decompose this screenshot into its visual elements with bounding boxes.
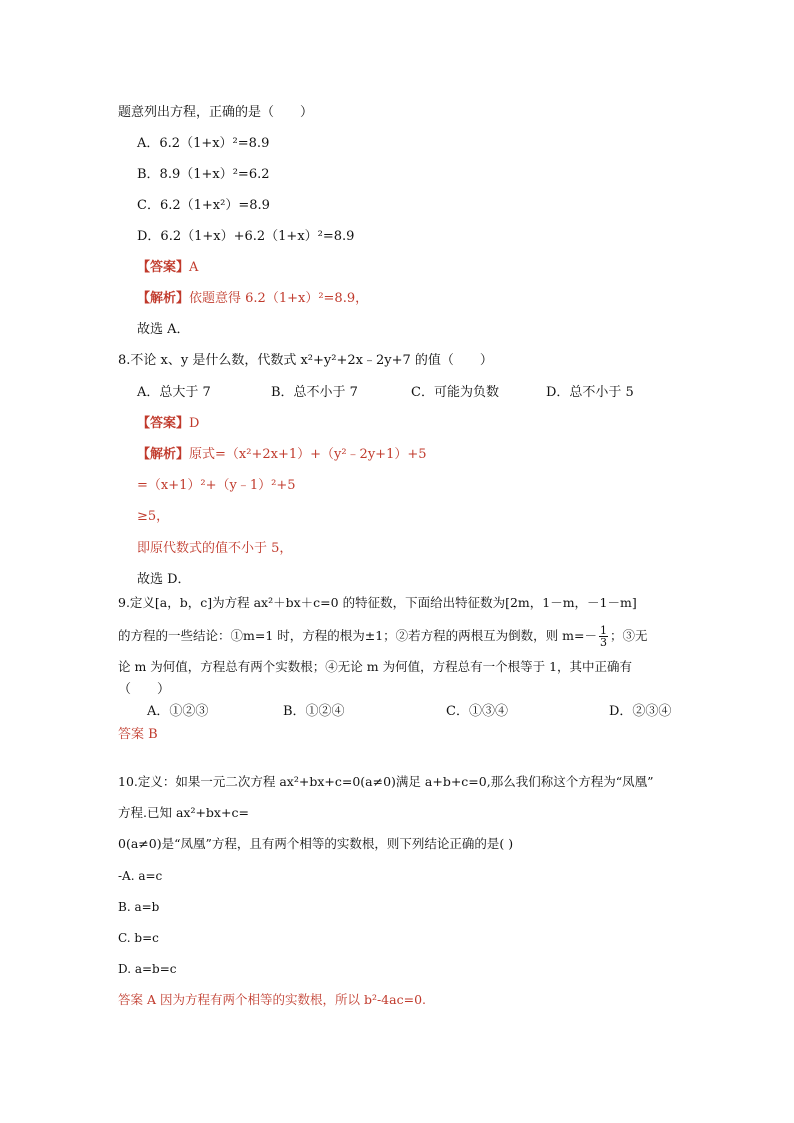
q10-line3: 0(a≠0)是“凤凰”方程，且有两个相等的实数根，则下列结论正确的是( ) <box>118 836 514 851</box>
q7-answer-value: A <box>189 260 199 275</box>
q9-option-c: C．①③④ <box>446 704 508 719</box>
q10-option-c: C. b=c <box>118 931 159 945</box>
q8-analysis-line1: 原式=（x²+2x+1）+（y²﹣2y+1）+5 <box>189 447 427 462</box>
q10-option-b: B. a=b <box>118 900 160 914</box>
q8-answer <box>137 416 199 432</box>
q10-answer: 答案 A 因为方程有两个相等的实数根，所以 b²-4ac=0. <box>118 992 426 1007</box>
q9-fraction <box>599 625 608 648</box>
q7-answer-label: 【答案】 <box>137 260 190 275</box>
q9-fraction-den: 3 <box>599 636 607 649</box>
q9-line4: （ ） <box>118 682 171 697</box>
q8-option-d: D．总不小于 5 <box>546 385 634 400</box>
q7-stem: 题意列出方程，正确的是（ ） <box>118 105 314 120</box>
q7-answer <box>137 260 198 276</box>
q9-option-b: B．①②④ <box>283 704 345 719</box>
q8-answer-value: D <box>189 416 200 431</box>
q9-option-a: A．①②③ <box>147 704 209 719</box>
q7-analysis-label: 【解析】 <box>137 291 190 306</box>
q8-analysis-label: 【解析】 <box>137 447 190 462</box>
q8-analysis-line3: ≥5， <box>137 509 170 524</box>
q8-option-b: B．总不小于 7 <box>271 385 358 400</box>
q8-option-c: C．可能为负数 <box>411 385 499 400</box>
q9-line2 <box>118 625 648 648</box>
q8-conclusion: 故选 D． <box>137 572 191 587</box>
q8-analysis-line4: 即原代数式的值不小于 5， <box>137 541 293 556</box>
q9-answer: 答案 B <box>118 727 158 742</box>
q7-analysis-text: 依题意得 6.2（1+x）²=8.9， <box>189 291 369 306</box>
q9-line1: 9.定义[a，b，c]为方程 ax²＋bx＋c=0 的特征数，下面给出特征数为[2m，1－m，－1－m] <box>118 595 637 610</box>
q10-option-d: D. a=b=c <box>118 962 177 976</box>
q8-analysis <box>137 447 427 463</box>
q9-fraction-num: 1 <box>599 624 607 637</box>
q9-line3: 论 m 为何值，方程总有两个实数根；④无论 m 为何值，方程总有一个根等于 1，其中正确有 <box>118 659 633 674</box>
q9-option-d: D．②③④ <box>609 704 672 719</box>
q9-line2-a: 的方程的一些结论：①m=1 时，方程的根为±1；②若方程的两根互为倒数，则 m=－ <box>118 628 597 643</box>
q7-option-d: D．6.2（1+x）+6.2（1+x）²=8.9 <box>137 229 355 244</box>
q7-conclusion: 故选 A． <box>137 322 190 337</box>
q8-answer-label: 【答案】 <box>137 416 190 431</box>
q7-analysis <box>137 291 368 307</box>
q10-line2: 方程.已知 ax²+bx+c= <box>118 805 249 820</box>
q10-option-a: -A. a=c <box>118 869 163 883</box>
q8-stem: 8.不论 x、y 是什么数，代数式 x²+y²+2x﹣2y+7 的值（ ） <box>118 353 493 368</box>
q8-analysis-line2: =（x+1）²+（y﹣1）²+5 <box>137 478 296 493</box>
q7-option-b: B．8.9（1+x）²=6.2 <box>137 167 270 182</box>
q7-option-c: C．6.2（1+x²）=8.9 <box>137 198 270 213</box>
q10-line1: 10.定义：如果一元二次方程 ax²+bx+c=0(a≠0)满足 a+b+c=0,那么我们称这个方程为“凤凰” <box>118 774 654 789</box>
q8-option-a: A．总大于 7 <box>137 385 211 400</box>
q7-option-a: A．6.2（1+x）²=8.9 <box>137 136 270 151</box>
q9-line2-b: ；③无 <box>609 628 648 643</box>
